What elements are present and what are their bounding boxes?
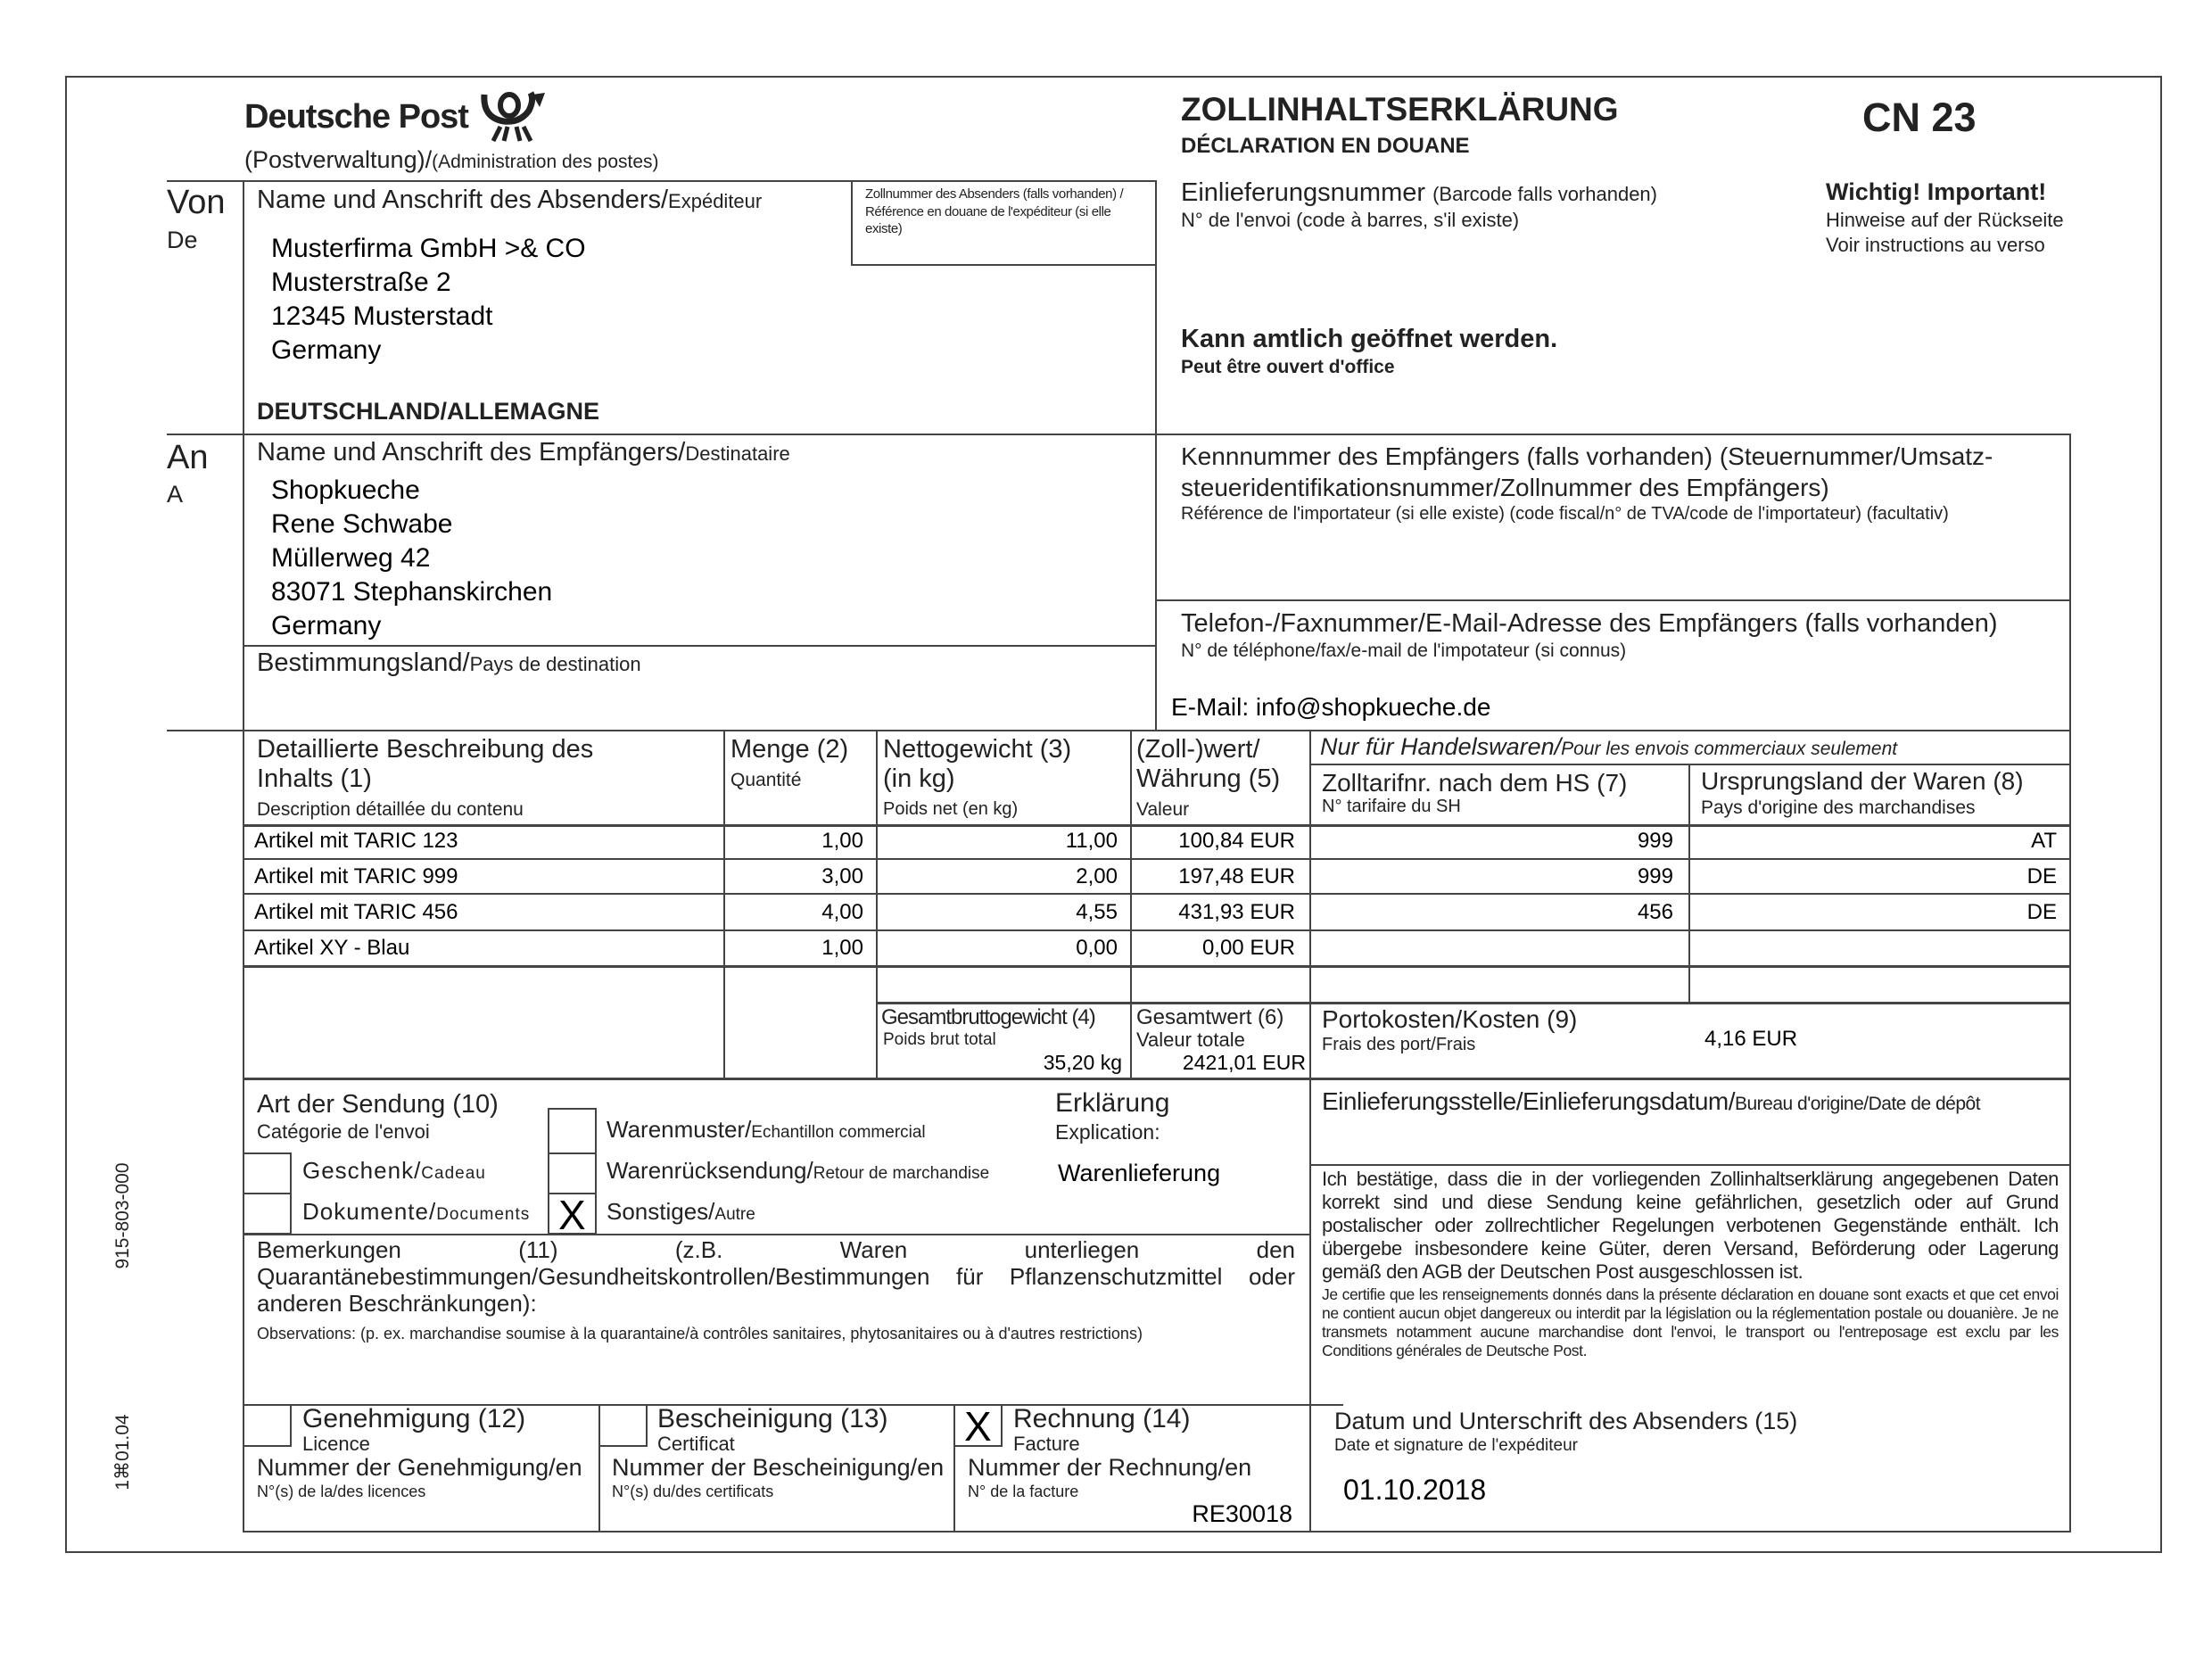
office-label-de: Einlieferungsstelle/Einlieferungsdatum/ bbox=[1322, 1087, 1735, 1115]
col-qty-header: Menge (2) bbox=[730, 735, 849, 764]
checked-x-mark: X bbox=[964, 1403, 992, 1450]
item-value[interactable]: 100,84 EUR bbox=[1178, 829, 1295, 853]
divider bbox=[1155, 599, 2069, 601]
destination-label-de: Bestimmungsland/ bbox=[257, 648, 470, 677]
signature-date[interactable]: 01.10.2018 bbox=[1343, 1474, 1487, 1506]
signature-label: Datum und Unterschrift des Absenders (15) bbox=[1334, 1408, 1798, 1434]
admin-label-de: (Postverwaltung)/ bbox=[244, 146, 433, 173]
col-net-header-1: Nettogewicht (3) bbox=[883, 735, 1072, 764]
divider bbox=[243, 965, 2069, 968]
recipient-label-fr: A bbox=[167, 481, 184, 508]
form-title: ZOLLINHALTSERKLÄRUNG bbox=[1181, 91, 1619, 128]
sample-checkbox[interactable] bbox=[548, 1108, 597, 1152]
col-hs-header-fr: N° tarifaire du SH bbox=[1322, 797, 1461, 816]
item-net-weight[interactable]: 11,00 bbox=[1065, 829, 1118, 853]
commercial-only-de: Nur für Handelswaren/ bbox=[1320, 733, 1562, 760]
recipient-line: Rene Schwabe bbox=[271, 509, 453, 539]
sender-line: Musterfirma GmbH >& CO bbox=[271, 234, 586, 263]
explanation-label-fr: Explication: bbox=[1055, 1120, 1160, 1144]
recipient-id-label-2: steueridentifikationsnummer/Zollnummer des Empfängers) bbox=[1181, 474, 1829, 501]
recipient-id-label-1: Kennnummer des Empfängers (falls vorhanden) (Steuernummer/Umsatz- bbox=[1181, 442, 1993, 470]
certificate-label-fr: Certificat bbox=[657, 1433, 735, 1455]
shipment-number-fr: N° de l'envoi (code à barres, s'il existe) bbox=[1181, 209, 1520, 231]
divider bbox=[243, 180, 244, 1531]
sender-country: DEUTSCHLAND/ALLEMAGNE bbox=[257, 398, 599, 425]
documents-label-fr: Documents bbox=[436, 1205, 531, 1224]
invoice-checkbox[interactable] bbox=[953, 1403, 1003, 1450]
remarks-block bbox=[257, 1237, 1295, 1343]
item-value[interactable]: 431,93 EUR bbox=[1178, 900, 1295, 924]
item-quantity[interactable]: 3,00 bbox=[821, 864, 863, 888]
divider bbox=[243, 929, 2069, 931]
office-label-fr: Bureau d'origine/Date de dépôt bbox=[1735, 1094, 1981, 1114]
recipient-line: Müllerweg 42 bbox=[271, 543, 431, 573]
divider bbox=[2069, 434, 2071, 1531]
sender-customs-ref-field[interactable] bbox=[851, 180, 1157, 266]
total-value-value[interactable]: 2421,01 EUR bbox=[1182, 1051, 1306, 1074]
licence-checkbox[interactable] bbox=[243, 1404, 292, 1447]
col-value-header-2: Währung (5) bbox=[1136, 764, 1281, 793]
explanation-label: Erklärung bbox=[1055, 1088, 1170, 1118]
documents-checkbox[interactable] bbox=[243, 1193, 292, 1233]
remarks-label-fr: Observations: (p. ex. marchandise soumise à la quarantaine/à contrôles sanitaires, phytosanitaires ou à d'autres restrictions) bbox=[257, 1324, 1143, 1342]
item-description[interactable]: Artikel mit TARIC 999 bbox=[254, 864, 458, 888]
col-desc-header-2: Inhalts (1) bbox=[257, 764, 372, 793]
item-quantity[interactable]: 4,00 bbox=[821, 900, 863, 924]
certificate-number-label-fr: N°(s) du/des certificats bbox=[612, 1483, 774, 1500]
item-origin[interactable]: DE bbox=[2026, 864, 2057, 888]
recipient-email[interactable]: E-Mail: info@shopkueche.de bbox=[1171, 693, 1491, 721]
recipient-line: Shopkueche bbox=[271, 475, 420, 505]
recipient-field-de: Name und Anschrift des Empfängers/ bbox=[257, 438, 686, 467]
shipment-number-label bbox=[1181, 178, 1657, 208]
shipment-number-de: Einlieferungsnummer bbox=[1181, 178, 1426, 207]
sender-label-de: Von bbox=[167, 184, 226, 221]
divider bbox=[1309, 1531, 2071, 1532]
total-value-label: Gesamtwert (6) bbox=[1136, 1005, 1284, 1029]
sender-line: 12345 Musterstadt bbox=[271, 302, 493, 331]
recipient-line: Germany bbox=[271, 611, 382, 640]
explanation-value[interactable]: Warenlieferung bbox=[1058, 1160, 1221, 1186]
divider bbox=[167, 730, 2069, 731]
signature-label-fr: Date et signature de l'expéditeur bbox=[1334, 1436, 1578, 1455]
sample-label bbox=[607, 1117, 926, 1144]
office-field[interactable] bbox=[1309, 1119, 2069, 1164]
sender-line: Germany bbox=[271, 335, 382, 365]
divider bbox=[243, 1078, 2069, 1080]
item-quantity[interactable]: 1,00 bbox=[821, 829, 863, 853]
remarks-label: Bemerkungen (11) (z.B. Waren unterliegen den Quarantänebestimmungen/Gesundheitskontrollen/Bestimmungen für Pflanzenschutzmittel oder anderen Beschränkungen): bbox=[257, 1236, 1295, 1317]
divider bbox=[1309, 764, 2069, 765]
commercial-only-fr: Pour les envois commerciaux seulement bbox=[1561, 739, 1898, 759]
declaration-text-de: Ich bestätige, dass die in der vorliegenden Zollinhaltserklärung angegebenen Daten korrekt sind und diese Sendung keine gefährlichen, gesetzlich oder auf Grund postalischer oder zollrechtlicher Regelungen verbotenen Gegenstände enthält. Ich übergebe insbesondere keine Güter, deren Versand, Beförderung oder Lagerung gemäß den AGB der Deutschen Post ausgeschlossen ist. bbox=[1322, 1168, 2059, 1283]
sender-field-label bbox=[257, 186, 762, 215]
important-note-de: Hinweise auf der Rückseite bbox=[1826, 209, 2064, 231]
col-desc-header-fr: Description détaillée du contenu bbox=[257, 799, 524, 820]
gross-weight-value[interactable]: 35,20 kg bbox=[1043, 1051, 1122, 1074]
item-description[interactable]: Artikel mit TARIC 123 bbox=[254, 829, 458, 853]
item-description[interactable]: Artikel XY - Blau bbox=[254, 936, 410, 960]
postage-value[interactable]: 4,16 EUR bbox=[1704, 1027, 1798, 1051]
category-label-fr: Catégorie de l'envoi bbox=[257, 1120, 430, 1143]
office-label bbox=[1322, 1087, 1980, 1116]
destination-label-fr: Pays de destination bbox=[469, 653, 641, 675]
divider bbox=[876, 1002, 2069, 1004]
col-origin-header: Ursprungsland der Waren (8) bbox=[1701, 767, 2024, 795]
checked-x-mark: X bbox=[558, 1192, 586, 1238]
sender-line: Musterstraße 2 bbox=[271, 268, 451, 297]
declaration-text-fr: Je certifie que les renseignements donnés dans la présente déclaration en douane sont exacts et que cet envoi ne contient aucun objet dangereux ou interdit par la législation ou la réglementation postale ou douanière. Je ne transmets notamment aucune marchandise dont l'envoi, le transport ou l'entreposage est exclu par les Conditions générales de Deutsche Post. bbox=[1322, 1285, 2059, 1359]
gift-checkbox[interactable] bbox=[243, 1152, 292, 1193]
recipient-field-fr: Destinataire bbox=[685, 442, 790, 465]
form-number: 915-803-000 bbox=[111, 1162, 133, 1269]
col-value-header-1: (Zoll-)wert/ bbox=[1136, 735, 1260, 764]
other-label-fr: Autre bbox=[714, 1205, 755, 1224]
return-label-de: Warenrücksendung/ bbox=[607, 1157, 813, 1184]
item-net-weight[interactable]: 2,00 bbox=[1076, 864, 1118, 888]
licence-label-fr: Licence bbox=[302, 1433, 370, 1455]
divider bbox=[876, 730, 878, 1078]
invoice-number-label-fr: N° de la facture bbox=[968, 1483, 1079, 1500]
licence-number-label-fr: N°(s) de la/des licences bbox=[257, 1483, 426, 1500]
admin-label-fr: (Administration des postes) bbox=[432, 152, 659, 172]
divider bbox=[243, 645, 1155, 647]
col-hs-header: Zolltarifnr. nach dem HS (7) bbox=[1322, 769, 1628, 797]
official-opening-fr: Peut être ouvert d'office bbox=[1181, 357, 1395, 377]
item-net-weight[interactable]: 4,55 bbox=[1076, 900, 1118, 924]
licence-number-label: Nummer der Genehmigung/en bbox=[257, 1454, 582, 1481]
important-label: Wichtig! Important! bbox=[1826, 178, 2047, 205]
col-value-header-fr: Valeur bbox=[1136, 799, 1190, 820]
sender-field-fr: Expéditeur bbox=[668, 190, 763, 212]
other-checkbox[interactable] bbox=[548, 1192, 597, 1238]
divider bbox=[1309, 1164, 2069, 1166]
divider bbox=[1130, 730, 1132, 1078]
invoice-label: Rechnung (14) bbox=[1013, 1404, 1191, 1433]
col-net-header-2: (in kg) bbox=[883, 764, 955, 793]
documents-label bbox=[302, 1199, 530, 1226]
gross-weight-label-fr: Poids brut total bbox=[883, 1030, 996, 1049]
sender-field-de: Name und Anschrift des Absenders/ bbox=[257, 186, 669, 214]
brand-name: Deutsche Post bbox=[244, 98, 468, 136]
form-edition: 1⌘01.04 bbox=[111, 1414, 133, 1491]
important-note-fr: Voir instructions au verso bbox=[1826, 234, 2045, 256]
destination-country-field[interactable] bbox=[257, 648, 641, 678]
item-value[interactable]: 0,00 EUR bbox=[1201, 936, 1295, 960]
item-hs-code[interactable]: 999 bbox=[1637, 829, 1673, 853]
recipient-id-label-fr: Référence de l'importateur (si elle existe) (code fiscal/n° de TVA/code de l'importateur) (facultativ) bbox=[1181, 504, 1949, 524]
divider bbox=[243, 824, 2069, 827]
category-label: Art der Sendung (10) bbox=[257, 1090, 499, 1119]
item-hs-code[interactable]: 999 bbox=[1637, 864, 1673, 888]
item-quantity[interactable]: 1,00 bbox=[821, 936, 863, 960]
invoice-number-value[interactable]: RE30018 bbox=[1192, 1500, 1292, 1527]
sample-label-fr: Echantillon commercial bbox=[751, 1123, 926, 1142]
postage-label: Portokosten/Kosten (9) bbox=[1322, 1005, 1578, 1033]
post-horn-logo-icon bbox=[477, 91, 550, 143]
divider bbox=[243, 858, 2069, 860]
other-label bbox=[607, 1199, 755, 1226]
admin-label bbox=[244, 146, 659, 174]
sender-label-fr: De bbox=[167, 227, 198, 253]
certificate-label: Bescheinigung (13) bbox=[657, 1404, 888, 1433]
declaration-block bbox=[1322, 1168, 2059, 1360]
col-qty-header-fr: Quantité bbox=[730, 770, 802, 790]
gift-label-fr: Cadeau bbox=[421, 1164, 486, 1183]
recipient-field-label bbox=[257, 438, 790, 467]
divider bbox=[243, 893, 2069, 895]
item-hs-code[interactable]: 456 bbox=[1637, 900, 1673, 924]
sender-customs-ref-label: Zollnummer des Absenders (falls vorhanden) / Référence en douane de l'expéditeur (si elle existe) bbox=[865, 186, 1124, 236]
recipient-contact-label-fr: N° de téléphone/fax/e-mail de l'impotateur (si connus) bbox=[1181, 640, 1627, 661]
col-net-header-fr: Poids net (en kg) bbox=[883, 799, 1019, 819]
return-label bbox=[607, 1158, 989, 1185]
item-description[interactable]: Artikel mit TARIC 456 bbox=[254, 900, 458, 924]
official-opening-de: Kann amtlich geöffnet werden. bbox=[1181, 325, 1558, 353]
commercial-only-label bbox=[1320, 733, 1897, 761]
divider bbox=[167, 434, 2069, 435]
certificate-checkbox[interactable] bbox=[598, 1404, 648, 1447]
other-label-de: Sonstiges/ bbox=[607, 1198, 715, 1225]
invoice-label-fr: Facture bbox=[1013, 1433, 1080, 1455]
divider bbox=[723, 730, 725, 1078]
remarks-field[interactable] bbox=[243, 1347, 1309, 1404]
shipment-number-hint: (Barcode falls vorhanden) bbox=[1432, 183, 1657, 205]
recipient-label-de: An bbox=[167, 439, 209, 476]
gift-label-de: Geschenk/ bbox=[302, 1157, 422, 1184]
recipient-line: 83071 Stephanskirchen bbox=[271, 577, 553, 607]
item-value[interactable]: 197,48 EUR bbox=[1178, 864, 1295, 888]
gift-label bbox=[302, 1158, 486, 1185]
form-code: CN 23 bbox=[1862, 95, 1977, 140]
item-net-weight[interactable]: 0,00 bbox=[1076, 936, 1118, 960]
certificate-number-label: Nummer der Bescheinigung/en bbox=[612, 1454, 945, 1481]
item-origin[interactable]: AT bbox=[2031, 829, 2057, 853]
return-label-fr: Retour de marchandise bbox=[813, 1164, 990, 1183]
col-origin-header-fr: Pays d'origine des marchandises bbox=[1701, 797, 1976, 818]
invoice-number-label: Nummer der Rechnung/en bbox=[968, 1454, 1252, 1481]
item-origin[interactable]: DE bbox=[2026, 900, 2057, 924]
postage-label-fr: Frais des port/Frais bbox=[1322, 1035, 1476, 1054]
col-desc-header-1: Detaillierte Beschreibung des bbox=[257, 735, 594, 764]
licence-label: Genehmigung (12) bbox=[302, 1404, 526, 1433]
documents-label-de: Dokumente/ bbox=[302, 1198, 437, 1225]
gross-weight-label: Gesamtbruttogewicht (4) bbox=[881, 1005, 1095, 1029]
return-checkbox[interactable] bbox=[548, 1152, 597, 1193]
form-subtitle: DÉCLARATION EN DOUANE bbox=[1181, 134, 1470, 158]
sample-label-de: Warenmuster/ bbox=[607, 1116, 752, 1143]
divider bbox=[243, 1234, 1309, 1235]
recipient-contact-label: Telefon-/Faxnummer/E-Mail-Adresse des Empfängers (falls vorhanden) bbox=[1181, 609, 1998, 638]
divider bbox=[1309, 1404, 1343, 1406]
total-value-label-fr: Valeur totale bbox=[1136, 1029, 1245, 1051]
